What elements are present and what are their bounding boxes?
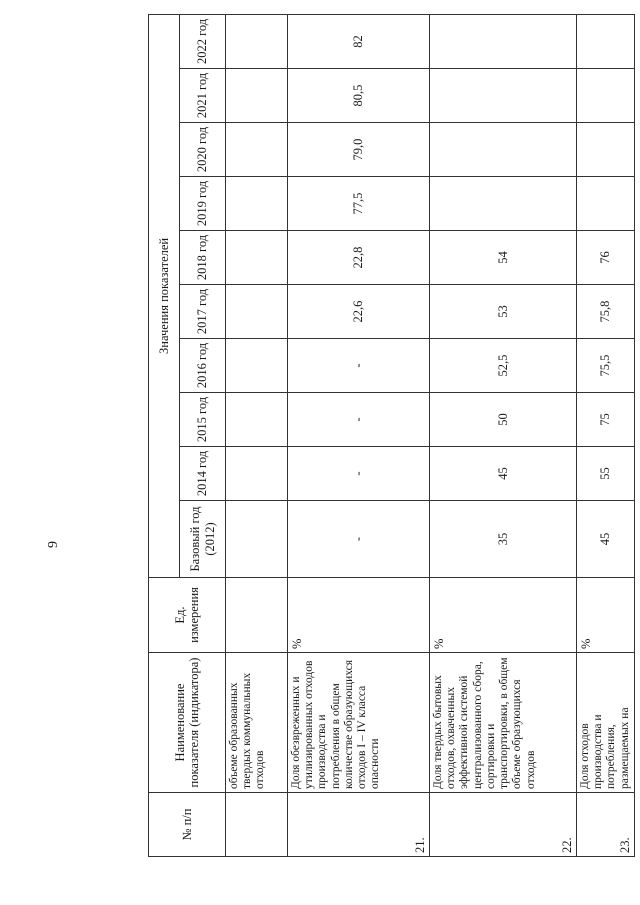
row-value: 79,0 <box>288 123 430 177</box>
header-num: № п/п <box>149 793 226 857</box>
row-name: Доля отходов производства и потребления, размещаемых на <box>577 653 635 793</box>
row-value <box>577 123 635 177</box>
table-row <box>226 14 288 856</box>
row-value: - <box>288 393 430 447</box>
row-value: 45 <box>430 447 577 501</box>
row-name: Доля обезвреженных и утилизированных отходов производства и потребления в общем количестве образующихся отходов I – IV класса опасности <box>288 653 430 793</box>
row-number: 23. <box>577 793 635 857</box>
header-year: 2014 год <box>180 447 226 501</box>
header-year: 2020 год <box>180 123 226 177</box>
header-year: 2018 год <box>180 231 226 285</box>
row-value <box>226 447 288 501</box>
header-row-1 <box>149 14 180 856</box>
row-value <box>577 69 635 123</box>
row-number <box>226 793 288 857</box>
row-value: 77,5 <box>288 177 430 231</box>
header-year: 2022 год <box>180 14 226 68</box>
row-number: 21. <box>288 793 430 857</box>
row-value <box>430 123 577 177</box>
row-value: 52,5 <box>430 339 577 393</box>
row-unit: % <box>288 578 430 653</box>
header-unit: Ед. измерения <box>149 578 226 653</box>
row-value: 75 <box>577 393 635 447</box>
row-unit <box>226 578 288 653</box>
row-value <box>226 231 288 285</box>
row-value: 80,5 <box>288 69 430 123</box>
row-unit: % <box>430 578 577 653</box>
row-value: 54 <box>430 231 577 285</box>
row-value: 75,5 <box>577 339 635 393</box>
row-value <box>226 123 288 177</box>
row-value <box>226 177 288 231</box>
table-row <box>577 14 635 856</box>
row-name: объеме образованных твердых коммунальных отходов <box>226 653 288 793</box>
row-value <box>577 14 635 68</box>
row-value: 35 <box>430 501 577 578</box>
header-year: 2019 год <box>180 177 226 231</box>
header-year: 2021 год <box>180 69 226 123</box>
row-value <box>226 69 288 123</box>
header-values-group: Значения показателей <box>149 14 180 577</box>
header-year: 2016 год <box>180 339 226 393</box>
row-value: 55 <box>577 447 635 501</box>
row-value: - <box>288 501 430 578</box>
row-name: Доля твердых бытовых отходов, охваченных эффективной системой централизованного сбора, сортировки и транспортировки, в общем объеме образующихся отходов <box>430 653 577 793</box>
header-year: Базовый год (2012) <box>180 501 226 578</box>
header-name: Наименование показателя (индикатора) <box>149 653 226 793</box>
header-year: 2017 год <box>180 285 226 339</box>
table-row <box>430 14 577 856</box>
table-row <box>288 14 430 856</box>
row-unit: % <box>577 578 635 653</box>
row-value: 22,6 <box>288 285 430 339</box>
header-year: 2015 год <box>180 393 226 447</box>
row-value <box>226 339 288 393</box>
row-value <box>430 14 577 68</box>
row-value <box>577 177 635 231</box>
row-value: 22,8 <box>288 231 430 285</box>
row-value: 50 <box>430 393 577 447</box>
row-value: 45 <box>577 501 635 578</box>
row-number: 22. <box>430 793 577 857</box>
page-number: 9 <box>46 541 61 548</box>
row-value: - <box>288 339 430 393</box>
row-value <box>226 285 288 339</box>
rotated-table-container <box>148 15 632 857</box>
row-value: 53 <box>430 285 577 339</box>
row-value <box>226 14 288 68</box>
row-value <box>226 501 288 578</box>
row-value <box>226 393 288 447</box>
row-value <box>430 69 577 123</box>
row-value: 76 <box>577 231 635 285</box>
row-value: 75,8 <box>577 285 635 339</box>
indicators-table <box>148 14 635 857</box>
row-value: 82 <box>288 14 430 68</box>
row-value <box>430 177 577 231</box>
row-value: - <box>288 447 430 501</box>
